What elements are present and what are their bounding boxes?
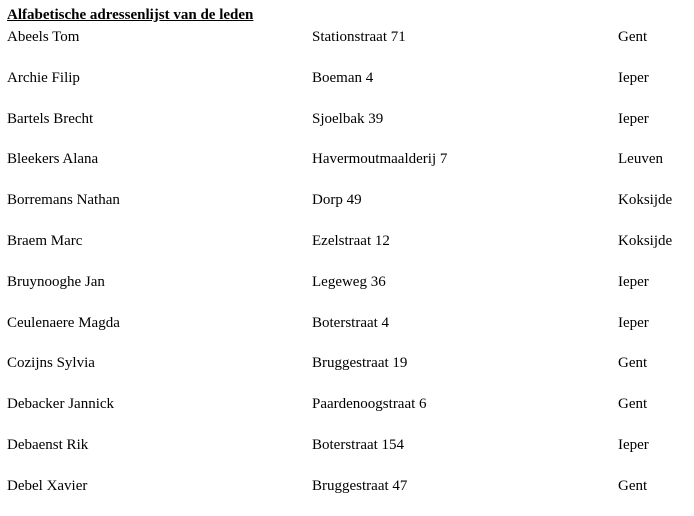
member-city: Ieper — [618, 273, 649, 290]
member-name: Debel Xavier — [7, 477, 88, 494]
member-address: Paardenoogstraat 6 — [312, 396, 427, 413]
member-address: Bruggestraat 47 — [312, 477, 408, 494]
member-address: Ezelstraat 12 — [312, 232, 390, 249]
member-row — [0, 189, 694, 230]
member-address: Dorp 49 — [312, 192, 362, 209]
member-row — [0, 26, 694, 67]
member-city: Leuven — [618, 151, 663, 168]
member-name: Borremans Nathan — [7, 192, 120, 209]
member-city: Gent — [618, 477, 648, 494]
member-name: Abeels Tom — [7, 29, 80, 45]
member-row — [0, 393, 694, 434]
document-title: Alfabetische adressenlijst van de leden — [7, 7, 254, 23]
member-city: Koksijde — [618, 192, 673, 209]
member-row — [0, 230, 694, 271]
member-name: Debaenst Rik — [7, 436, 89, 453]
member-row — [0, 312, 694, 353]
member-city: Koksijde — [618, 232, 673, 249]
member-city: Gent — [618, 355, 648, 372]
member-list — [0, 26, 694, 516]
member-address: Boeman 4 — [312, 69, 374, 86]
member-address: Boterstraat 4 — [312, 314, 390, 331]
member-name: Cozijns Sylvia — [7, 355, 95, 372]
member-row — [0, 108, 694, 149]
member-row — [0, 271, 694, 312]
member-city: Gent — [618, 396, 648, 413]
member-name: Debacker Jannick — [7, 396, 115, 413]
member-row — [0, 352, 694, 393]
member-address: Havermoutmaalderij 7 — [312, 151, 448, 168]
member-address: Legeweg 36 — [312, 273, 386, 290]
member-city: Ieper — [618, 69, 649, 86]
member-row — [0, 148, 694, 189]
member-address: Boterstraat 154 — [312, 436, 405, 453]
member-city: Ieper — [618, 314, 649, 331]
member-name: Bartels Brecht — [7, 110, 94, 127]
member-name: Archie Filip — [7, 69, 80, 86]
member-city: Ieper — [618, 110, 649, 127]
member-row — [0, 434, 694, 475]
member-row — [0, 67, 694, 108]
member-name: Bruynooghe Jan — [7, 273, 105, 290]
member-city: Gent — [618, 29, 648, 45]
member-address: Bruggestraat 19 — [312, 355, 408, 372]
member-address: Stationstraat 71 — [312, 29, 406, 45]
member-name: Ceulenaere Magda — [7, 314, 120, 331]
member-name: Braem Marc — [7, 232, 83, 249]
member-address: Sjoelbak 39 — [312, 110, 384, 127]
member-city: Ieper — [618, 436, 649, 453]
member-name: Bleekers Alana — [7, 151, 99, 168]
member-row — [0, 475, 694, 516]
